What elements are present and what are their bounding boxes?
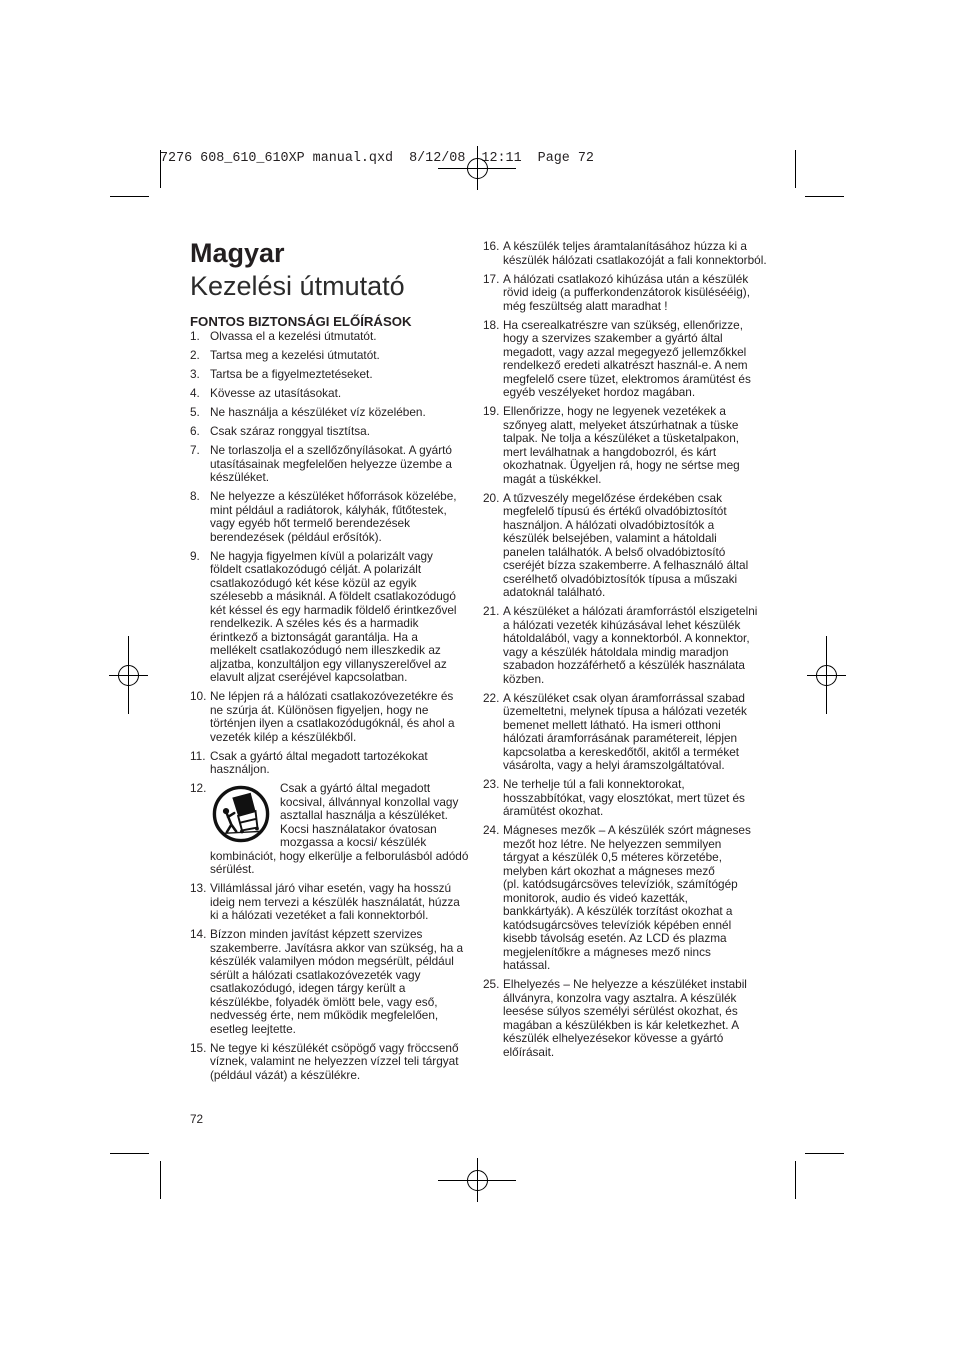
item-text-line: készülékbe, folyadék ömlött bele, vagy eső, <box>210 994 438 1009</box>
list-item <box>190 406 475 420</box>
item-text-line: szakemberre. Javításra akkor van szükség, ha a <box>210 940 464 955</box>
cart-wheel <box>255 827 259 831</box>
item-text-line: magát a tüskékkel. <box>503 471 602 486</box>
item-text-line: megjelenítőkre a mágneses mező nincs <box>503 944 711 959</box>
item-number: 8. <box>190 489 200 503</box>
list-item <box>483 273 773 314</box>
item-text-line: mert leválhatnak a hangdobozról, és kárt <box>503 444 717 459</box>
item-text-line: megadott, vagy azzal megegyező jellemzőkkel <box>503 344 747 359</box>
list-item-text <box>210 444 475 485</box>
registration-mark <box>807 636 846 714</box>
item-text-line: leesése súlyos személyi sérülést okozhat, és <box>503 1004 738 1018</box>
list-item-text <box>210 330 475 344</box>
item-text-line: magában a készülékben is kár keletkezhet. A <box>503 1017 740 1032</box>
list-item-text <box>503 778 773 819</box>
item-text-line: mozgassa a kocsi/ készülék <box>280 835 427 849</box>
list-item <box>483 778 773 819</box>
item-number: 6. <box>190 424 200 438</box>
list-item-text <box>210 1042 475 1083</box>
language-title: Magyar <box>190 238 285 268</box>
item-number: 24. <box>483 823 500 837</box>
list-item <box>483 605 773 686</box>
item-text-line: vásárolta, vagy a helyi áramszolgáltatóval. <box>503 758 725 772</box>
item-text-line: érintkező a biztonságát garantálja. Ha a <box>210 629 418 644</box>
item-text-line: kapcsolatba a kereskedőtől, akitől a terméket <box>503 744 740 759</box>
item-text-line: csatlakozódugó, idegen tárgy került a <box>210 981 406 995</box>
list-item <box>190 425 475 439</box>
list-item-text <box>210 928 475 1036</box>
item-text-line: készüléket. <box>210 470 270 484</box>
list-item <box>483 240 773 267</box>
cart-tip-over-warning-graphic <box>212 785 270 843</box>
item-text-line: Csak száraz ronggyal tisztítsa. <box>210 424 370 438</box>
list-item-text <box>503 692 773 773</box>
item-text-line: ideig nem tervezi a készülék használatát, húzza <box>210 894 460 909</box>
item-text-line: hosszabbítókat, vagy elosztókat, mert tüzet és <box>503 790 745 805</box>
right-column-list <box>483 240 773 1065</box>
item-text-line: asztallal használja a készüléket. <box>280 808 448 822</box>
item-text-line: elavult aljzat cseréjével kapcsolatban. <box>210 670 408 684</box>
item-text-line: közben. <box>503 671 545 686</box>
item-text-line: Ne tegye ki készülékét csöpögő vagy fröccsenő <box>210 1040 459 1055</box>
item-text-line: Kocsi használatakor óvatosan <box>280 821 437 836</box>
registration-circle <box>817 666 837 686</box>
item-text-line: okozhatnak. Ügyeljen rá, hogy ne sértse meg <box>503 458 740 472</box>
item-text-line: használjon. A hálózati olvadóbiztosítók a <box>503 517 715 532</box>
item-text-line: bankkártyák). A készülék torzítást okozhat a <box>503 904 733 918</box>
list-item <box>190 690 475 744</box>
print-slug: 7276 608_610_610XP manual.qxd 8/12/08 12:11 Page 72 <box>160 151 594 166</box>
item-text-line: Villámlással járó vihar esetén, vagy ha hosszú <box>210 881 452 895</box>
item-text-line: Ne használja a készüléket víz közelében. <box>210 405 426 419</box>
list-item-text <box>210 550 475 685</box>
item-text-line: Ellenőrizze, hogy ne legyenek vezetékek a <box>503 404 726 418</box>
list-item <box>190 490 475 544</box>
item-text-line: hálózati áramforrásának paramétereit, lépjen <box>503 731 738 745</box>
item-text-line: (például vázát) a készülékre. <box>210 1067 361 1082</box>
item-text-line: készülék valamilyen módon megsérült, például <box>210 954 454 968</box>
list-item <box>483 405 773 486</box>
item-text-line: talpak. Ne tolja a készüléket a tüsketalpakon, <box>503 431 740 445</box>
item-text-line: A készülék teljes áramtalanításához húzza ki a <box>503 239 747 253</box>
item-text-line: A tűzveszély megelőzése érdekében csak <box>503 490 723 505</box>
item-text-line: Ne lépjen rá a hálózati csatlakozóvezetékre és <box>210 689 454 703</box>
list-item-text <box>210 349 475 363</box>
item-text-line: A készüléket csak olyan áramforrással szabad <box>503 690 745 705</box>
item-text-line: panelen találhatók. A belső olvadóbiztosító <box>503 544 726 559</box>
item-text-line: szélesebb a másiknál. A földelt csatlakozódugó <box>210 589 456 603</box>
left-column-list <box>190 330 475 1088</box>
item-text-line: használjon. <box>210 762 270 776</box>
list-item <box>190 750 475 777</box>
item-text-line: melyben kárt okozhat a mágneses mező <box>503 863 715 878</box>
safety-heading: FONTOS BIZTONSÁGI ELŐÍRÁSOK <box>190 314 412 329</box>
list-item-text <box>503 273 773 314</box>
item-text-line: cseréjét bízza szakemberre. A felhasználó által <box>503 558 749 572</box>
list-item <box>190 928 475 1036</box>
item-text-line: berendezések (például erősítók). <box>210 529 382 544</box>
item-text-line: Ne terhelje túl a fali konnektorokat, <box>503 777 685 791</box>
item-text-line: aljzatba, konzultáljon egy villanyszerelővel az <box>210 656 447 671</box>
item-text-line: Olvassa el a kezelési útmutatót. <box>210 329 377 343</box>
item-text-line: vagy a készülék hátoldala mindig maradjon <box>503 644 729 659</box>
item-text-line: készülék hálózati csatlakozóját a fali konnektorból. <box>503 252 767 267</box>
item-number: 5. <box>190 405 200 419</box>
registration-circle <box>119 666 139 686</box>
item-number: 23. <box>483 777 500 791</box>
list-item <box>483 824 773 973</box>
item-text-line: kombinációt, hogy elkerülje a felborulásból adódó <box>210 848 469 863</box>
item-text-line: szőnyeg alatt, melyeket átszúrhatnak a tüske <box>503 417 739 432</box>
item-text-line: Tartsa meg a kezelési útmutatót. <box>210 348 380 362</box>
item-number: 25. <box>483 977 500 991</box>
item-number: 2. <box>190 348 200 362</box>
item-number: 4. <box>190 386 200 400</box>
item-text-line: Ha cserealkatrészre van szükség, ellenőrizze, <box>503 317 743 332</box>
item-text-line: rövid ideig (a pufferkondenzátorok kisülésééig), <box>503 285 751 299</box>
item-text-line: Csak a gyártó által megadott tartozékokat <box>210 748 428 763</box>
item-text-line: Bízzon minden javítást képzett szervizes <box>210 927 423 941</box>
list-item <box>190 1042 475 1083</box>
item-text-line: készülék belsejében, valamint a hátoldali <box>503 531 717 545</box>
list-item-text <box>210 750 475 777</box>
item-number: 13. <box>190 881 207 895</box>
item-text-line: A hálózati csatlakozó kihúzása után a készülék <box>503 271 749 286</box>
item-text-line: Mágneses mezők – A készülék szórt mágneses <box>503 823 751 837</box>
list-item-text <box>503 978 773 1059</box>
item-text-line: csatlakozódugó két kése közül az egyik <box>210 575 417 590</box>
item-text-line: Tartsa be a figyelmeztetéseket. <box>210 367 373 381</box>
item-text-line: hatással. <box>503 958 551 972</box>
item-text-line: vagy egyéb hőt termelő berendezések <box>210 516 411 530</box>
item-text-line: nedvesség érte, nem működik megfelelően, <box>210 1008 439 1022</box>
item-text-line: rendelkezik. A széles kés és a harmadik <box>210 616 419 630</box>
list-item <box>190 882 475 923</box>
item-number: 17. <box>483 271 500 286</box>
item-text-line: a hálózati vezeték kihúzásával lehet készülék <box>503 617 741 632</box>
item-text-line: (pl. katódsugárcsöves televíziók, számítógép <box>503 877 738 891</box>
list-item <box>190 550 475 685</box>
item-number: 22. <box>483 690 500 705</box>
item-number: 16. <box>483 239 500 253</box>
item-text-beside-icon <box>280 782 475 850</box>
item-text-line: kocsival, állvánnyal konzollal vagy <box>280 794 459 809</box>
list-item <box>190 349 475 363</box>
item-text-line: rendelkező eredeti alkatrészt használ-e. A nem <box>503 358 748 372</box>
item-text-line: üzemeltetni, melynek típusa a hálózati vezeték <box>503 704 747 718</box>
list-item-text <box>210 425 475 439</box>
item-number: 1. <box>190 329 200 343</box>
list-item-text <box>210 387 475 401</box>
list-item-text <box>210 782 475 877</box>
list-item <box>190 444 475 485</box>
item-text-line: előírásait. <box>503 1044 555 1059</box>
item-text-line: utasításainak megfelelően helyezze üzembe a <box>210 456 452 471</box>
item-text-line: készülék elhelyezésekor kövesse a gyártó <box>503 1031 724 1045</box>
list-item-text <box>503 405 773 486</box>
item-text-line: megfelelő típusú és értékű olvadóbiztosítót <box>503 504 727 518</box>
list-item-text <box>503 240 773 267</box>
item-text-line: sérült a hálózati csatlakozóvezeték vagy <box>210 967 421 982</box>
item-text-line: megfelelő csere tüzet, elektromos áramütést és <box>503 371 751 386</box>
item-text-line: sérülést. <box>210 862 255 876</box>
item-number: 21. <box>483 604 500 618</box>
item-text-line: mint például a radiátorok, kályhák, fűtőtestek, <box>210 502 447 517</box>
item-text-line: adatoknál található. <box>503 585 606 599</box>
item-text-line: Ne torlaszolja el a szellőzőnyílásokat. A gyártó <box>210 443 452 457</box>
registration-circle <box>468 1171 488 1191</box>
item-number: 11. <box>190 748 206 763</box>
item-text-line: Kövesse az utasításokat. <box>210 386 342 400</box>
item-number: 19. <box>483 404 500 418</box>
item-text-line: áramütést okozhat. <box>503 804 604 818</box>
item-number: 7. <box>190 443 200 457</box>
item-text-line: tárgyat a készülék 0,5 méteres körzetébe, <box>503 850 723 864</box>
item-text-line: katódsugárcsöves televíziók képében ennél <box>503 917 732 932</box>
item-text-line: kisebb távolság esetén. Az LCD és plazma <box>503 931 727 945</box>
item-text-line: bemenet mellett látható. Ha ismeri otthoni <box>503 717 721 732</box>
item-text-line: hogy a szervizes szakember a gyártó által <box>503 331 723 345</box>
item-number: 12. <box>190 781 207 795</box>
item-number: 20. <box>483 490 500 505</box>
list-item <box>483 692 773 773</box>
item-text-line: egyéb veszélyeket hordoz magában. <box>503 385 696 399</box>
list-item-text <box>503 319 773 400</box>
item-text-line: ne szúrja át. Különösen figyeljen, hogy ne <box>210 702 429 717</box>
item-text-line: ki a hálózati vezetéket a fali konnektorból. <box>210 908 429 922</box>
list-item <box>483 492 773 600</box>
registration-mark <box>109 636 148 714</box>
item-text-line: Ne hagyja figyelmen kívül a polarizált vagy <box>210 548 433 563</box>
list-item <box>483 978 773 1059</box>
item-text-line: monitorok, audio és videó kazetták, <box>503 890 688 905</box>
list-item-text <box>210 690 475 744</box>
item-number: 18. <box>483 317 500 332</box>
item-text-line: esetleg leejtette. <box>210 1021 296 1036</box>
list-item-text <box>503 824 773 973</box>
item-text-line: Csak a gyártó által megadott <box>280 781 431 795</box>
item-text-line: Elhelyezés – Ne helyezze a készüléket instabil <box>503 977 747 991</box>
list-item-text <box>503 605 773 686</box>
item-text-line: hátoldalából, vagy a konnektorból. A konnektor, <box>503 631 750 645</box>
section-title: Kezelési útmutató <box>190 271 405 301</box>
list-item-text <box>210 368 475 382</box>
item-text-line: Ne helyezze a készüléket hőforrások közelébe, <box>210 489 457 503</box>
list-item-text <box>503 492 773 600</box>
list-item <box>190 387 475 401</box>
item-text-line: két késsel és egy harmadik földelő érintkezővel <box>210 602 457 617</box>
item-number: 10. <box>190 689 207 703</box>
list-item <box>190 330 475 344</box>
item-figure <box>210 782 475 850</box>
item-number: 15. <box>190 1040 207 1055</box>
item-number: 3. <box>190 367 200 381</box>
page-number: 72 <box>190 1112 204 1126</box>
item-text-line: mezőt hoz létre. Ne helyezzen semmilyen <box>503 836 722 851</box>
item-text-line: vezeték kilép a készülékből. <box>210 729 357 744</box>
item-text-line: szabadon hozzáférhető a készülék használata <box>503 658 745 672</box>
list-item <box>190 368 475 382</box>
registration-mark <box>438 1158 516 1202</box>
list-item-text <box>210 490 475 544</box>
item-text-line: cserélhető olvadóbiztosítók típusa a műszaki <box>503 571 738 586</box>
item-text-line: történjen ilyen a csatlakozódugóknál, és ahol a <box>210 716 455 730</box>
item-text-line: földelt csatlakozódugó célját. A polarizált <box>210 562 422 576</box>
list-item-text <box>210 406 475 420</box>
item-number: 9. <box>190 548 200 563</box>
item-text-line: állványra, konzolra vagy asztalra. A készülék <box>503 990 737 1005</box>
list-item <box>190 782 475 877</box>
list-item-text <box>210 882 475 923</box>
item-number: 14. <box>190 927 207 941</box>
cart-tip-over-warning-icon <box>210 782 280 850</box>
item-text-line: A készüléket a hálózati áramforrástól elszigetelni <box>503 604 758 618</box>
item-text-line: még feszültség alatt maradhat ! <box>503 298 668 313</box>
item-text-line: mellékelt csatlakozódugó nem illeszkedik az <box>210 643 441 657</box>
item-text-line: víznek, valamint ne helyezzen vízzel teli tárgyat <box>210 1054 459 1068</box>
list-item <box>483 319 773 400</box>
